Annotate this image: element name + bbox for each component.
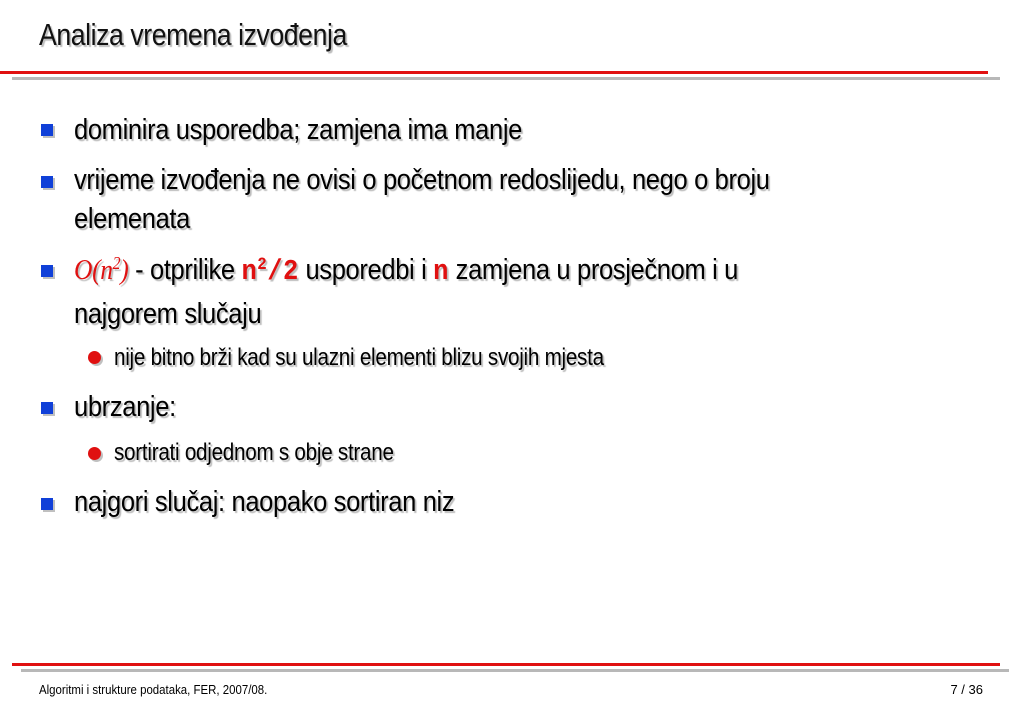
code-n-squared-half: $n^2/2$ [241, 255, 299, 288]
bullet-item-1 [74, 110, 522, 151]
bullet-text: dominira usporedba; zamjena ima manje [74, 114, 523, 146]
footer-rule [12, 663, 1000, 666]
bullet-dot-icon [88, 351, 101, 364]
code-n: n [433, 255, 449, 288]
bullet-text: - otprilike [128, 254, 242, 286]
bullet-item-2 [74, 160, 770, 201]
bullet-item-2-continued [74, 199, 190, 240]
footer-course-label: Algoritmi i strukture podataka, FER, 2007/08. [39, 682, 268, 697]
slide-title: Analiza vremena izvođenja [39, 17, 347, 52]
bullet-text: zamjena u prosječnom i u [448, 254, 739, 286]
bullet-square-icon [41, 498, 53, 510]
bullet-item-5 [74, 482, 454, 523]
bullet-text: elemenata [74, 203, 191, 235]
sub-bullet-text: sortirati odjednom s obje strane [114, 439, 394, 466]
bullet-text: usporedbi i [298, 254, 434, 286]
sub-bullet-item-2 [114, 438, 394, 468]
page-number: 7 / 36 [950, 682, 983, 697]
title-rule [0, 71, 988, 74]
bullet-text: ubrzanje: [74, 391, 176, 423]
bullet-square-icon [41, 402, 53, 414]
bullet-item-3 [74, 250, 738, 292]
sub-bullet-text: nije bitno brži kad su ulazni elementi blizu svojih mjesta [114, 344, 604, 371]
bullet-text: najgori slučaj: naopako sortiran niz [74, 486, 455, 518]
bullet-item-3-continued [74, 294, 261, 335]
footer-rule [21, 669, 1009, 672]
bullet-dot-icon [88, 447, 101, 460]
complexity-formula: $O(n^2)$ [74, 253, 129, 286]
bullet-item-4 [74, 387, 176, 428]
bullet-text: vrijeme izvođenja ne ovisi o početnom redoslijedu, nego o broju [74, 164, 770, 196]
bullet-square-icon [41, 176, 53, 188]
sub-bullet-item-1 [114, 343, 604, 373]
bullet-text: najgorem slučaju [74, 298, 262, 330]
title-rule [12, 77, 1000, 80]
bullet-square-icon [41, 124, 53, 136]
bullet-square-icon [41, 265, 53, 277]
